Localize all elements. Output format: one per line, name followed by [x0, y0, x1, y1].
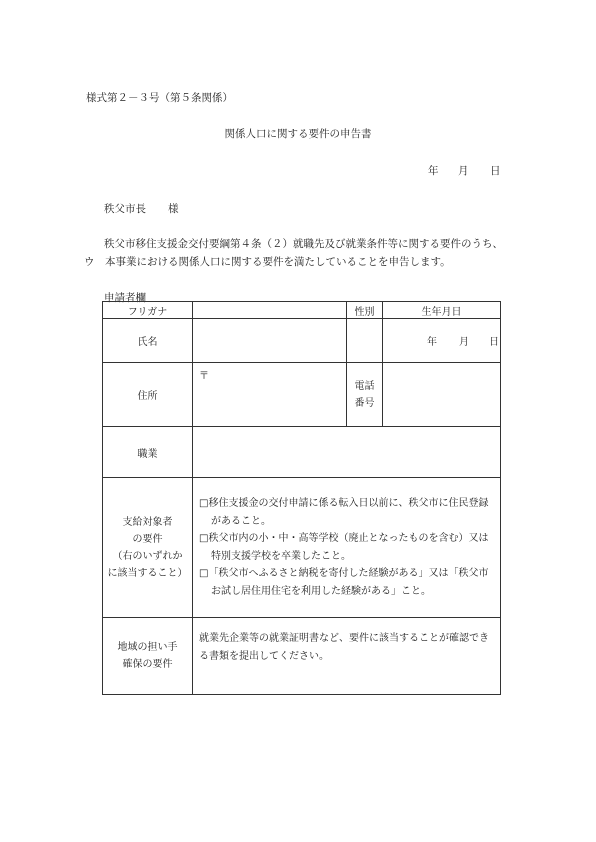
form-id: 様式第２－３号（第５条関係） — [86, 92, 233, 104]
document-title: 関係人口に関する要件の申告書 — [224, 128, 372, 140]
date-month: 月 — [458, 165, 469, 177]
birth-day: 日 — [489, 337, 499, 348]
requirements-label-line: の要件 — [132, 533, 163, 545]
requirements-label-line: （右のいずれか — [112, 550, 183, 562]
local-requirement-label-line: 確保の要件 — [122, 659, 173, 670]
addressee-suffix: 様 — [168, 203, 179, 215]
addressee-name: 秩父市長 — [104, 203, 146, 215]
occupation-label: 職業 — [103, 427, 193, 478]
birthdate-field[interactable] — [383, 319, 501, 363]
postal-mark: 〒 — [199, 371, 209, 382]
phone-label-line1: 電話 — [354, 380, 375, 392]
name-label: 氏名 — [103, 319, 193, 363]
requirements-label-line: 支給対象者 — [122, 516, 173, 528]
gender-label: 性別 — [347, 302, 383, 319]
name-field[interactable] — [193, 319, 347, 363]
requirements-label — [103, 478, 193, 618]
body-text-line2: ウ 本事業における関係人口に関する要件を満たしていることを申告します。 — [84, 256, 451, 268]
occupation-field[interactable] — [193, 427, 501, 478]
applicant-section-label: 申請者欄 — [104, 292, 146, 304]
birth-year: 年 — [427, 337, 437, 348]
phone-label-line2: 番号 — [354, 397, 375, 409]
requirement-school-checkbox[interactable]: □秩父市内の小・中・高等学校（廃止となったものを含む）又は特別支援学校を卒業したこと。 — [199, 533, 489, 562]
phone-label — [347, 363, 383, 427]
gender-field[interactable] — [347, 319, 383, 363]
birth-month: 月 — [459, 337, 469, 348]
requirement-furusato-checkbox[interactable]: □「秩父市へふるさと納税を寄付した経験がある」又は「秩父市お試し居住用住宅を利用した経験がある」こと。 — [199, 568, 489, 597]
address-label: 住所 — [103, 363, 193, 427]
requirements-list — [193, 478, 501, 618]
requirements-label-line: に該当すること） — [107, 567, 188, 579]
applicant-table — [102, 301, 501, 695]
furigana-label: フリガナ — [103, 302, 193, 319]
body-text-line1: 秩父市移住支援金交付要綱第４条（２）就職先及び就業条件等に関する要件のうち、 — [104, 238, 503, 250]
requirement-residence-checkbox[interactable]: □移住支援金の交付申請に係る転入日以前に、秩父市に住民登録があること。 — [199, 498, 489, 527]
date-year: 年 — [428, 165, 439, 177]
date-day: 日 — [490, 165, 501, 177]
local-requirement-text: 就業先企業等の就業証明書など、要件に該当することが確認できる書類を提出してください。 — [193, 618, 501, 695]
address-field[interactable] — [193, 363, 347, 427]
addressee — [104, 201, 179, 216]
local-requirement-label — [103, 618, 193, 695]
local-requirement-label-line: 地域の担い手 — [117, 642, 178, 653]
birthdate-label: 生年月日 — [383, 302, 501, 319]
phone-field[interactable] — [383, 363, 501, 427]
furigana-field[interactable] — [193, 302, 347, 319]
